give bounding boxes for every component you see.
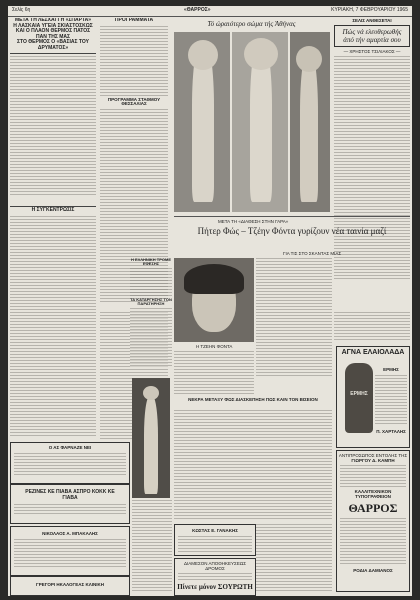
sidebar-head-2: ΤΑ ΚΑΤΑΡΓΗΣΗΣ ΤΟΝ ΠΑΡΑΤΗΡΗΣΗ <box>130 296 172 307</box>
ad-box-2-text <box>14 504 126 516</box>
page-number: Σελίς 6η <box>12 7 31 13</box>
column-1-lower <box>10 206 96 436</box>
col1-section-head: Η ΣΥΓΚΕΝΤΡΩΣΙΣ <box>10 206 96 214</box>
ad-tharros-kicker: ΑΝΤΙΠΡΟΣΩΠΟΣ ΕΝΤΟΛΗΣ ΤΗΣ <box>338 453 408 458</box>
oil-bottle-illustration <box>345 363 373 433</box>
jane-fonda-photo <box>174 258 254 342</box>
sidebar-text-2 <box>130 308 172 368</box>
mid-rule <box>174 216 410 217</box>
programmes-list-1 <box>100 26 168 96</box>
photo-model-1 <box>174 32 230 212</box>
right-top-title: Πώς νά ελευθερωθής άπό τήν αμαρτία σου <box>334 25 410 47</box>
ad-olive-oil-owner: Π. ΧΑΡΤΑΛΗΣ <box>376 429 406 434</box>
ad-olive-oil-brand: ΕΡΜΗΣ <box>350 391 368 397</box>
ad-sourotis-text <box>178 573 252 581</box>
lower-center-text <box>132 500 172 592</box>
ad-karamoti-text <box>178 536 252 552</box>
programmes-subtitle: ΠΡΟΓΡΑΜΜΑ ΣΤΑΘΜΟΥ ΘΕΣΣΑΛΙΑΣ <box>107 96 161 107</box>
sidebar-head-1: Η ΕΛΛΗΝΙΚΗ ΤΡΟΜΕ ΕΦΕΣΗΣ <box>130 258 171 267</box>
ad-tharros-title: ΘΑΡΡΟΣ <box>348 501 398 515</box>
right-top-body <box>334 56 410 281</box>
programmes-title: ΠΡΟΓΡΑΜΜΑΤΑ <box>114 18 154 23</box>
lower-right-text <box>256 524 332 592</box>
ad-sourotis-title: Πίνετε μόνον ΣΟΥΡΩΤΗ <box>177 583 253 591</box>
ad-box-2-title: ΡΕΖΙΝΕΣ ΚΕ ΠΙΑΒΑ ΑΣΠΡΟ ΚΟΚΚ ΚΕ ΓΙΑΒΑ <box>25 489 115 501</box>
photo-model-3 <box>290 32 330 212</box>
ad-box-1-text <box>14 453 126 477</box>
jane-fonda-caption: Η ΤΖΕΗΝ ΦΟΝΤΑ <box>196 344 233 349</box>
ad-karamoti-title: ΚΩΣΤΑΣ Ε. ΓΑΝΑΚΗΣ <box>192 528 238 533</box>
col1-body-text <box>10 56 96 196</box>
sidebar-text-1 <box>130 268 172 296</box>
ad-tharros-sub: ΚΑΛΛΙΤΕΧΝΙΚΟΝ ΤΥΠΟΓΡΑΦΕΙΟΝ <box>354 489 392 499</box>
standing-figure-photo <box>132 378 170 498</box>
col1-lower-text <box>10 216 96 436</box>
mid-kicker: ΜΕΤΑ ΤΗ «ΔΙΑΘΕΣΗ ΣΤΗΝ ΓΑΡΑ» <box>218 219 289 224</box>
right-top-article <box>334 18 410 308</box>
mid-article-text-2 <box>174 351 254 396</box>
issue-date: ΚΥΡΙΑΚΗ, 7 ΦΕΒΡΟΥΑΡΙΟΥ 1965 <box>331 7 408 13</box>
ad-olive-oil-title: ΑΓΝΑ ΕΛΑΙΟΛΑΔΑ <box>341 349 405 356</box>
left-sidebar <box>130 258 172 368</box>
right-top-kicker: ΣΕΛΙΣ ΑΝΘΕΣΕΤΑΙ <box>352 18 392 23</box>
ad-sourotis <box>174 558 256 596</box>
newspaper-page <box>8 6 412 596</box>
page-header <box>8 6 412 17</box>
ad-tharros-text <box>340 465 406 487</box>
mid-headline: Πήτερ Φώς – Τζέην Φόντα γυρίζουν νέα ταινία μαζί <box>197 226 387 236</box>
column-1 <box>10 18 96 203</box>
ad-sourotis-sub: ΔΙΑΜΕΣΟΝ ΑΠΟΘΗΚΕΥΣΕΩΣ ΔΡΟΜΟΣ <box>184 561 246 571</box>
ad-tharros <box>336 450 410 592</box>
ad-olive-oil <box>336 346 410 448</box>
ad-box-3-text <box>14 539 126 569</box>
right-mid-text <box>334 312 410 342</box>
ad-box-2 <box>10 484 130 524</box>
col1-headline: ΜΕΤΑ ΤΗ ΛΕΣΧΑΓΓΗ «ΣΠΑΡΤΑ» Η ΛΑΣΚΑΙΑ ΥΓΕΙΑ ΣΚΙΑΣΤΟΣΚΩΣ ΚΑΙ Ο ΠΛΑΟΝ ΘΕΡΜΟΣ ΠΑΤΟΣ ΠΑΝ ΤΗΣ ΜΑΣ ΣΤΟ ΘΕΡΜΟΣ Ο «ΒΑΣΙΑΣ ΤΟΥ ΔΡΥΜΑΤΟΣ» <box>10 18 96 54</box>
lower-article-text <box>174 410 332 520</box>
ad-box-3 <box>10 526 130 576</box>
ad-box-3-title: ΝΙΚΟΛΑΟΣ Α. ΜΠΑΚΑΛΗΣ <box>42 531 98 536</box>
right-top-byline: — ΧΡΗΣΤΟΣ ΤΣΙΛΙΑΚΟΣ — <box>343 49 401 55</box>
ad-box-1 <box>10 442 130 484</box>
ad-olive-oil-text <box>375 375 407 425</box>
ad-karamoti <box>174 524 256 556</box>
ad-tharros-owner: ΓΙΩΡΓΟΥ Δ. ΚΑΜΠΗ <box>351 458 395 463</box>
paper-name: «ΘΑΡΡΟΣ» <box>184 7 211 13</box>
ad-box-4-title: ΓΡΕΓΟΡΙ ΗΚΑΛΟΓΕΑΣ ΚΛΙΝΙΚΗ <box>36 582 104 587</box>
mid-sub: ΓΙΑ ΤΙΣ ΣΤΟ ΣΚΑΝΤΑΣ ΜΙΑΣ <box>283 251 342 256</box>
ad-tharros-footer: ΡΟΔΙΑ ΔΑΜΙΑΝΟΣ <box>353 568 393 573</box>
photos-title: Τό ώραιότερο σώμα τής Άθήνας <box>207 20 296 28</box>
ad-box-4 <box>10 576 130 596</box>
mid-article-text <box>256 258 332 378</box>
photo-model-2 <box>232 32 288 212</box>
ad-tharros-body <box>340 518 406 566</box>
mid-box-headline: ΝΕΚΡΑ ΜΕΤΑΞΥ ΦΩΣ ΔΙΑΣΚΕΠΗΣΗ ΠΩΣ ΚΑΙΝ ΤΟΝ ΒΙΣΕΙΟΝ <box>188 397 318 402</box>
ad-olive-oil-line: ΕΡΜΗΣ <box>383 367 399 372</box>
ad-box-1-title: Ο ΑΣ ΦΑΡΝΑΖΕ ΝΕΙ <box>48 445 92 450</box>
